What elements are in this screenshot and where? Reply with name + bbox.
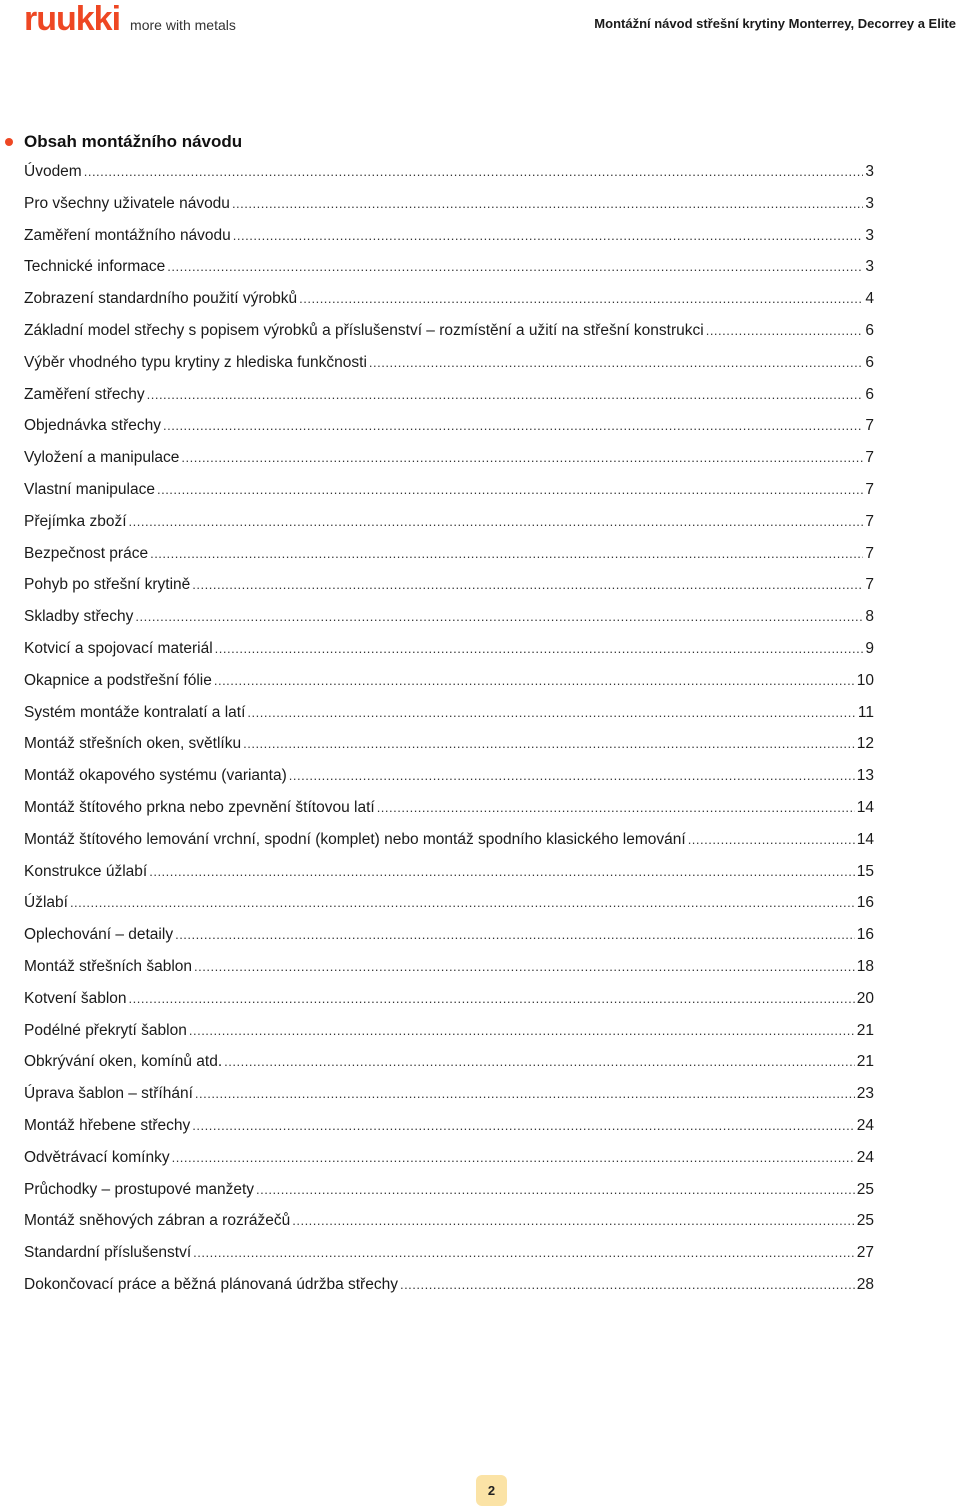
toc-entry[interactable] [24,1149,874,1181]
toc-entry[interactable] [24,354,874,386]
toc-entry-title: Úprava šablon – stříhání [24,1085,193,1103]
page-number: 2 [487,1483,496,1498]
toc-entry-page: 9 [865,639,874,657]
logo-mark: ruukki [24,0,121,38]
toc-entry[interactable] [24,1276,874,1308]
toc-entry-title: Zaměření střechy [24,385,145,403]
toc-dot-leader [299,291,863,306]
toc-heading [0,131,242,153]
toc-entry-page: 11 [857,703,874,721]
toc-entry[interactable] [24,163,874,195]
toc-entry[interactable] [24,767,874,799]
toc-dot-leader [247,705,856,720]
toc-entry-page: 6 [865,321,874,339]
toc-entry-page: 4 [865,290,874,308]
toc-entry-title: Montáž sněhových zábran a rozrážečů [24,1212,291,1230]
toc-entry[interactable] [24,417,874,449]
toc-dot-leader [129,991,855,1006]
toc-entry[interactable] [24,735,874,767]
toc-dot-leader [292,1213,855,1228]
toc-entry[interactable] [24,322,874,354]
toc-entry[interactable] [24,195,874,227]
toc-entry-page: 20 [856,989,874,1007]
toc-dot-leader [369,355,863,370]
toc-dot-leader [157,482,863,497]
toc-entry-page: 25 [856,1212,874,1230]
toc-entry-page: 6 [865,385,874,403]
toc-entry[interactable] [24,863,874,895]
toc-dot-leader [215,641,864,656]
toc-entry[interactable] [24,640,874,672]
toc-dot-leader [135,609,863,624]
toc-entry-title: Přejímka zboží [24,512,127,530]
toc-entry[interactable] [24,258,874,290]
toc-entry-page: 3 [865,258,874,276]
toc-dot-leader [150,546,863,561]
toc-entry-title: Oplechování – detaily [24,926,174,944]
toc-entry-title: Montáž hřebene střechy [24,1116,191,1134]
toc-entry-title: Okapnice a podstřešní fólie [24,671,212,689]
toc-dot-leader [70,895,855,910]
toc-heading-text: Obsah montážního návodu [24,132,243,151]
toc-entry-title: Kotvicí a spojovací materiál [24,639,213,657]
toc-entry-page: 10 [856,671,874,689]
toc-dot-leader [243,736,855,751]
toc-dot-leader [195,1086,855,1101]
toc-dot-leader [400,1277,855,1292]
toc-entry-page: 3 [865,194,874,212]
toc-entry-title: Pro všechny uživatele návodu [24,194,230,212]
toc-entry-title: Úžlabí [24,894,68,912]
toc-entry[interactable] [24,386,874,418]
toc-entry-page: 13 [856,767,874,785]
toc-dot-leader [224,1054,855,1069]
toc-dot-leader [256,1182,855,1197]
toc-dot-leader [192,1118,854,1133]
toc-entry-title: Zobrazení standardního použití výrobků [24,290,298,308]
toc-entry[interactable] [24,1181,874,1213]
toc-entry-title: Technické informace [24,258,166,276]
toc-dot-leader [193,1245,855,1260]
toc-entry-title: Pohyb po střešní krytině [24,576,191,594]
toc-dot-leader [163,418,863,433]
toc-entry-page: 24 [856,1116,874,1134]
toc-entry-title: Konstrukce úžlabí [24,862,148,880]
toc-entry-title: Dokončovací práce a běžná plánovaná údržba střechy [24,1275,398,1293]
toc-entry-page: 14 [856,798,874,816]
toc-entry[interactable] [24,1117,874,1149]
toc-dot-leader [192,577,863,592]
toc-entry-title: Výběr vhodného typu krytiny z hlediska funkčnosti [24,353,367,371]
toc-entry-page: 12 [856,735,874,753]
toc-dot-leader [232,196,863,211]
toc-dot-leader [189,1023,855,1038]
toc-entry-page: 8 [865,608,874,626]
toc-entry[interactable] [24,290,874,322]
toc-entry-page: 3 [865,163,874,180]
page-number-badge [476,1475,507,1506]
toc-dot-leader [147,387,864,402]
toc-entry-page: 16 [856,926,874,944]
logo-tagline: more with metals [130,17,236,33]
toc-entry[interactable] [24,704,874,736]
toc-entry-title: Montáž okapového systému (varianta) [24,767,287,785]
toc-dot-leader [214,673,855,688]
toc-dot-leader [84,164,864,179]
toc-entry[interactable] [24,990,874,1022]
toc-entry-page: 7 [865,417,874,435]
page-header [0,0,960,48]
toc-entry-page: 21 [856,1053,874,1071]
toc-entry-title: Základní model střechy s popisem výrobků a příslušenství – rozmístění a užití na střešní konstrukci [24,321,704,339]
toc-entry-page: 27 [856,1244,874,1262]
table-of-contents [24,163,874,1308]
toc-entry-page: 24 [856,1148,874,1166]
toc-entry[interactable] [24,227,874,259]
toc-entry-title: Podélné překrytí šablon [24,1021,187,1039]
toc-entry-page: 7 [865,576,874,594]
toc-entry[interactable] [24,672,874,704]
toc-entry-page: 7 [865,449,874,467]
toc-entry-page: 7 [865,480,874,498]
toc-entry[interactable] [24,1212,874,1244]
toc-entry-page: 7 [865,512,874,530]
toc-dot-leader [149,864,855,879]
toc-entry[interactable] [24,481,874,513]
toc-dot-leader [688,832,855,847]
toc-entry-page: 16 [856,894,874,912]
toc-entry-page: 28 [856,1275,874,1293]
toc-dot-leader [706,323,864,338]
toc-entry-page: 7 [865,544,874,562]
toc-entry-title: Montáž štítového prkna nebo zpevnění štítovou latí [24,798,375,816]
toc-entry-page: 14 [856,830,874,848]
toc-entry-title: Úvodem [24,163,82,180]
toc-entry-title: Bezpečnost práce [24,544,149,562]
toc-entry[interactable] [24,1022,874,1054]
toc-entry[interactable] [24,1085,874,1117]
toc-entry-page: 25 [856,1180,874,1198]
toc-entry[interactable] [24,958,874,990]
toc-dot-leader [167,259,863,274]
toc-dot-leader [129,514,864,529]
toc-entry[interactable] [24,545,874,577]
toc-entry-title: Kotvení šablon [24,989,127,1007]
toc-entry[interactable] [24,894,874,926]
toc-entry-title: Systém montáže kontralatí a latí [24,703,246,721]
toc-dot-leader [194,959,855,974]
toc-entry-title: Montáž střešních oken, světlíku [24,735,242,753]
toc-entry[interactable] [24,926,874,958]
toc-dot-leader [289,768,855,783]
toc-entry-page: 21 [856,1021,874,1039]
toc-entry-title: Skladby střechy [24,608,134,626]
toc-entry[interactable] [24,449,874,481]
toc-dot-leader [181,450,863,465]
toc-entry-title: Zaměření montážního návodu [24,226,231,244]
toc-entry-page: 23 [856,1085,874,1103]
toc-entry[interactable] [24,576,874,608]
toc-entry-page: 15 [856,862,874,880]
toc-dot-leader [377,800,855,815]
toc-entry-page: 6 [865,353,874,371]
toc-entry-title: Obkrývání oken, komínů atd. [24,1053,223,1071]
toc-entry-title: Montáž štítového lemování vrchní, spodní (komplet) nebo montáž spodního klasického lemování [24,830,686,848]
toc-entry[interactable] [24,608,874,640]
toc-entry[interactable] [24,513,874,545]
toc-entry-title: Průchodky – prostupové manžety [24,1180,255,1198]
toc-entry-title: Vyložení a manipulace [24,449,180,467]
toc-dot-leader [172,1150,855,1165]
bullet-icon [5,138,13,146]
toc-entry[interactable] [24,799,874,831]
toc-dot-leader [175,927,855,942]
toc-entry-page: 3 [865,226,874,244]
ruukki-logo [24,2,236,36]
toc-entry-title: Odvětrávací komínky [24,1148,170,1166]
toc-entry-title: Objednávka střechy [24,417,161,435]
toc-entry[interactable] [24,1244,874,1276]
toc-entry-page: 18 [856,957,874,975]
toc-dot-leader [233,228,864,243]
toc-entry-title: Montáž střešních šablon [24,957,193,975]
toc-entry[interactable] [24,831,874,863]
toc-entry-title: Vlastní manipulace [24,480,155,498]
toc-entry-title: Standardní příslušenství [24,1244,192,1262]
toc-entry[interactable] [24,1053,874,1085]
document-title: Montážní návod střešní krytiny Monterrey, Decorrey a Elite [594,16,956,31]
